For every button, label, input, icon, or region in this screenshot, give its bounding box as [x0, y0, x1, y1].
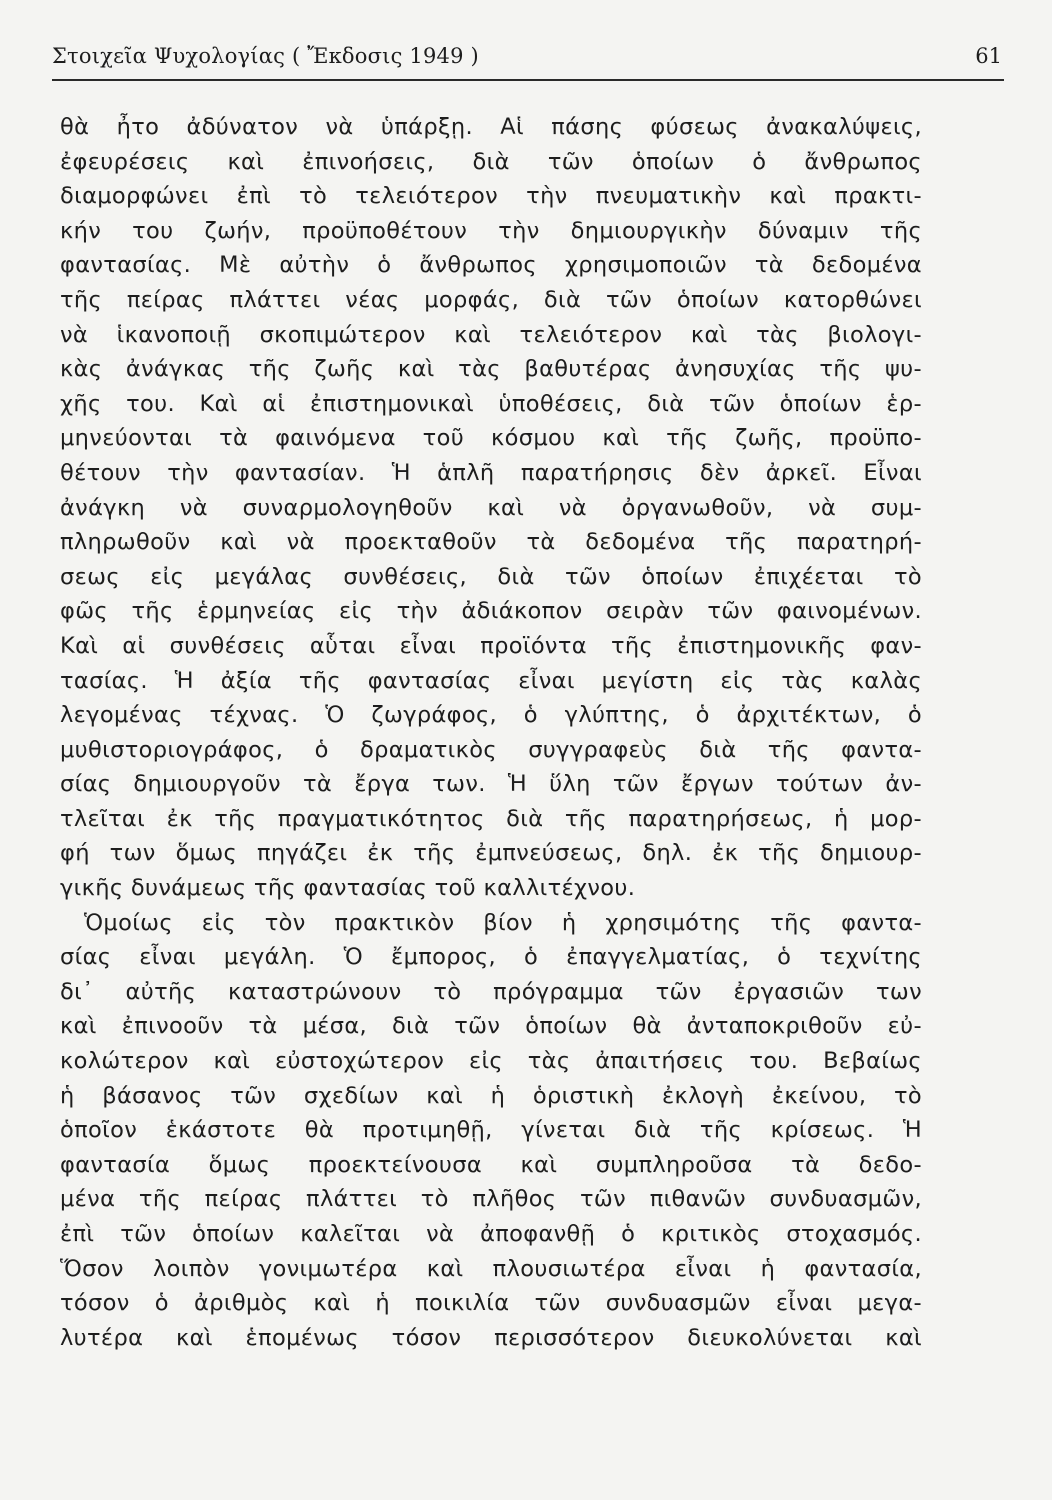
text-line: χῆς του. Καὶ αἱ ἐπιστημονικαὶ ὑποθέσεις, διὰ τῶν ὁποίων ἑρ- — [60, 390, 922, 417]
text-line: θὰ ἦτο ἀδύνατον νὰ ὑπάρξῃ. Αἱ πάσης φύσεως ἀνακαλύψεις, — [60, 114, 922, 140]
text-line: Ὅσον λοιπὸν γονιμωτέρα καὶ πλουσιωτέρα εἶναι ἡ φαντασία, — [60, 1255, 922, 1282]
body-text — [60, 110, 922, 1355]
text-line: φαντασίας. Μὲ αὐτὴν ὁ ἄνθρωπος χρησιμοποιῶν τὰ δεδομένα — [60, 252, 922, 279]
text-line: σεως εἰς μεγάλας συνθέσεις, διὰ τῶν ὁποίων ἐπιχέεται τὸ — [60, 563, 922, 590]
text-line: κολώτερον καὶ εὐστοχώτερον εἰς τὰς ἀπαιτήσεις του. Βεβαίως — [60, 1048, 922, 1075]
page-number: 61 — [975, 44, 1002, 68]
text-line: λεγομένας τέχνας. Ὁ ζωγράφος, ὁ γλύπτης, ὁ ἀρχιτέκτων, ὁ — [60, 702, 922, 729]
text-line: ἐπὶ τῶν ὁποίων καλεῖται νὰ ἀποφανθῇ ὁ κριτικὸς στοχασμός. — [60, 1221, 922, 1247]
text-line: ὁποῖον ἑκάστοτε θὰ προτιμηθῇ, γίνεται διὰ τῆς κρίσεως. Ἡ — [60, 1117, 922, 1144]
text-line: μένα τῆς πείρας πλάττει τὸ πλῆθος τῶν πιθανῶν συνδυασμῶν, — [60, 1186, 922, 1213]
text-line: θέτουν τὴν φαντασίαν. Ἡ ἁπλῆ παρατήρησις δὲν ἀρκεῖ. Εἶναι — [60, 459, 922, 486]
text-line: τόσον ὁ ἀριθμὸς καὶ ἡ ποικιλία τῶν συνδυασμῶν εἶναι μεγα- — [60, 1290, 922, 1317]
header-title: Στοιχεῖα Ψυχολογίας ( Ἔκδοσις 1949 ) — [52, 44, 479, 68]
text-line: ἡ βάσανος τῶν σχεδίων καὶ ἡ ὁριστικὴ ἐκλογὴ ἐκείνου, τὸ — [60, 1082, 922, 1109]
text-line: καὶ ἐπινοοῦν τὰ μέσα, διὰ τῶν ὁποίων θὰ ἀνταποκριθοῦν εὐ- — [60, 1013, 922, 1040]
text-line: γικῆς δυνάμεως τῆς φαντασίας τοῦ καλλιτέχνου. — [60, 875, 636, 902]
text-line: ἀνάγκη νὰ συναρμολογηθοῦν καὶ νὰ ὀργανωθοῦν, νὰ συμ- — [60, 494, 922, 521]
text-line: λυτέρα καὶ ἑπομένως τόσον περισσότερον διευκολύνεται καὶ — [60, 1324, 922, 1351]
text-line: σίας εἶναι μεγάλη. Ὁ ἔμπορος, ὁ ἐπαγγελματίας, ὁ τεχνίτης — [60, 944, 922, 971]
running-header — [52, 44, 1002, 80]
text-line: Καὶ αἱ συνθέσεις αὗται εἶναι προϊόντα τῆς ἐπιστημονικῆς φαν- — [60, 632, 922, 659]
text-line: φῶς τῆς ἑρμηνείας εἰς τὴν ἀδιάκοπον σειρὰν τῶν φαινομένων. — [60, 598, 922, 625]
text-line: διαμορφώνει ἐπὶ τὸ τελειότερον τὴν πνευματικὴν καὶ πρακτι- — [60, 183, 922, 210]
text-line: πληρωθοῦν καὶ νὰ προεκταθοῦν τὰ δεδομένα τῆς παρατηρή- — [60, 529, 922, 556]
text-line: κὰς ἀνάγκας τῆς ζωῆς καὶ τὰς βαθυτέρας ἀνησυχίας τῆς ψυ- — [60, 356, 922, 383]
text-line: δι᾿ αὐτῆς καταστρώνουν τὸ πρόγραμμα τῶν ἐργασιῶν των — [60, 978, 922, 1005]
text-line: τλεῖται ἐκ τῆς πραγματικότητος διὰ τῆς παρατηρήσεως, ἡ μορ- — [60, 805, 922, 832]
text-line: φή των ὅμως πηγάζει ἐκ τῆς ἐμπνεύσεως, δηλ. ἐκ τῆς δημιουρ- — [60, 840, 922, 867]
text-line: Ὁμοίως εἰς τὸν πρακτικὸν βίον ἡ χρησιμότης τῆς φαντα- — [84, 909, 922, 936]
header-rule — [52, 79, 1004, 81]
text-line: τῆς πείρας πλάττει νέας μορφάς, διὰ τῶν ὁποίων κατορθώνει — [60, 286, 922, 313]
text-line: τασίας. Ἡ ἀξία τῆς φαντασίας εἶναι μεγίστη εἰς τὰς καλὰς — [60, 667, 922, 694]
text-line: μυθιστοριογράφος, ὁ δραματικὸς συγγραφεὺς διὰ τῆς φαντα- — [60, 736, 922, 763]
text-line: ἐφευρέσεις καὶ ἐπινοήσεις, διὰ τῶν ὁποίων ὁ ἄνθρωπος — [60, 148, 922, 175]
text-line: σίας δημιουργοῦν τὰ ἔργα των. Ἡ ὕλη τῶν ἔργων τούτων ἀν- — [60, 771, 922, 798]
text-line: μηνεύονται τὰ φαινόμενα τοῦ κόσμου καὶ τῆς ζωῆς, προϋπο- — [60, 425, 922, 452]
text-line: κήν του ζωήν, προϋποθέτουν τὴν δημιουργικὴν δύναμιν τῆς — [60, 217, 922, 244]
text-line: φαντασία ὅμως προεκτείνουσα καὶ συμπληροῦσα τὰ δεδο- — [60, 1151, 922, 1178]
text-line: νὰ ἱκανοποιῇ σκοπιμώτερον καὶ τελειότερον καὶ τὰς βιολογι- — [60, 321, 922, 348]
